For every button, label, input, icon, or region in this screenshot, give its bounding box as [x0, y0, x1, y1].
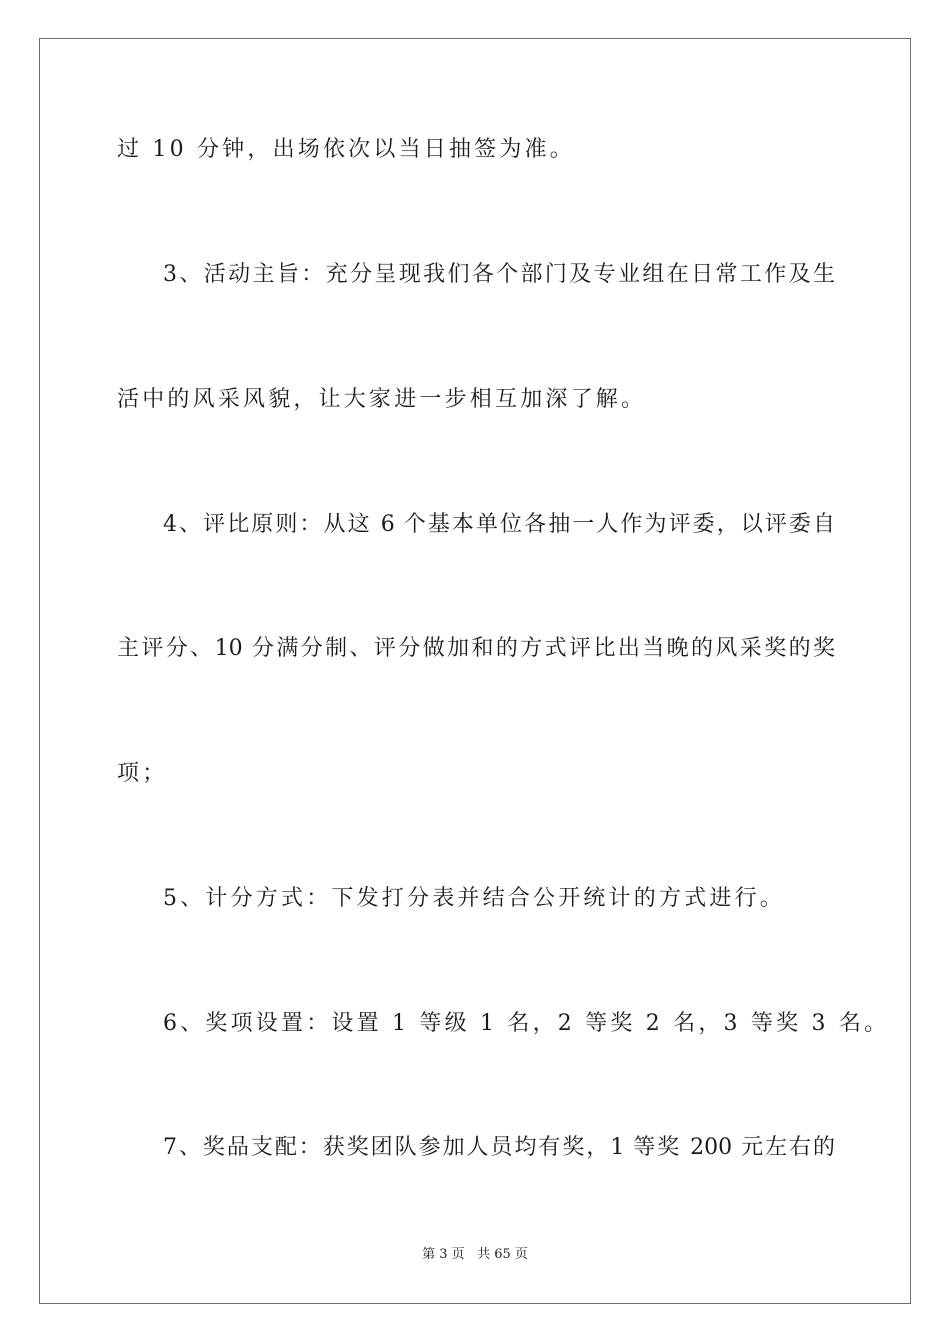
footer-spacer [465, 1247, 477, 1262]
text-line-1: 过 10 分钟，出场依次以当日抽签为准。 [117, 137, 575, 162]
text-line-2: 3、活动主旨：充分呈现我们各个部门及专业组在日常工作及生 [163, 262, 835, 287]
page-footer [0, 1246, 950, 1264]
text-line-7: 5、计分方式：下发打分表并结合公开统计的方式进行。 [163, 886, 785, 911]
text-line-4: 4、评比原则：从这 6 个基本单位各抽一人作为评委，以评委自 [163, 512, 835, 537]
text-line-9: 7、奖品支配：获奖团队参加人员均有奖，1 等奖 200 元左右的 [163, 1135, 835, 1160]
page-number: 第 3 页 [422, 1247, 465, 1262]
text-line-3: 活中的风采风貌，让大家进一步相互加深了解。 [117, 387, 647, 412]
page-border [39, 38, 911, 1304]
text-line-8: 6、奖项设置：设置 1 等级 1 名，2 等奖 2 名，3 等奖 3 名。 [163, 1011, 890, 1036]
text-line-6: 项； [117, 761, 168, 786]
text-line-5: 主评分、10 分满分制、评分做加和的方式评比出当晚的风采奖的奖 [117, 636, 835, 661]
page-total: 共 65 页 [477, 1247, 528, 1262]
